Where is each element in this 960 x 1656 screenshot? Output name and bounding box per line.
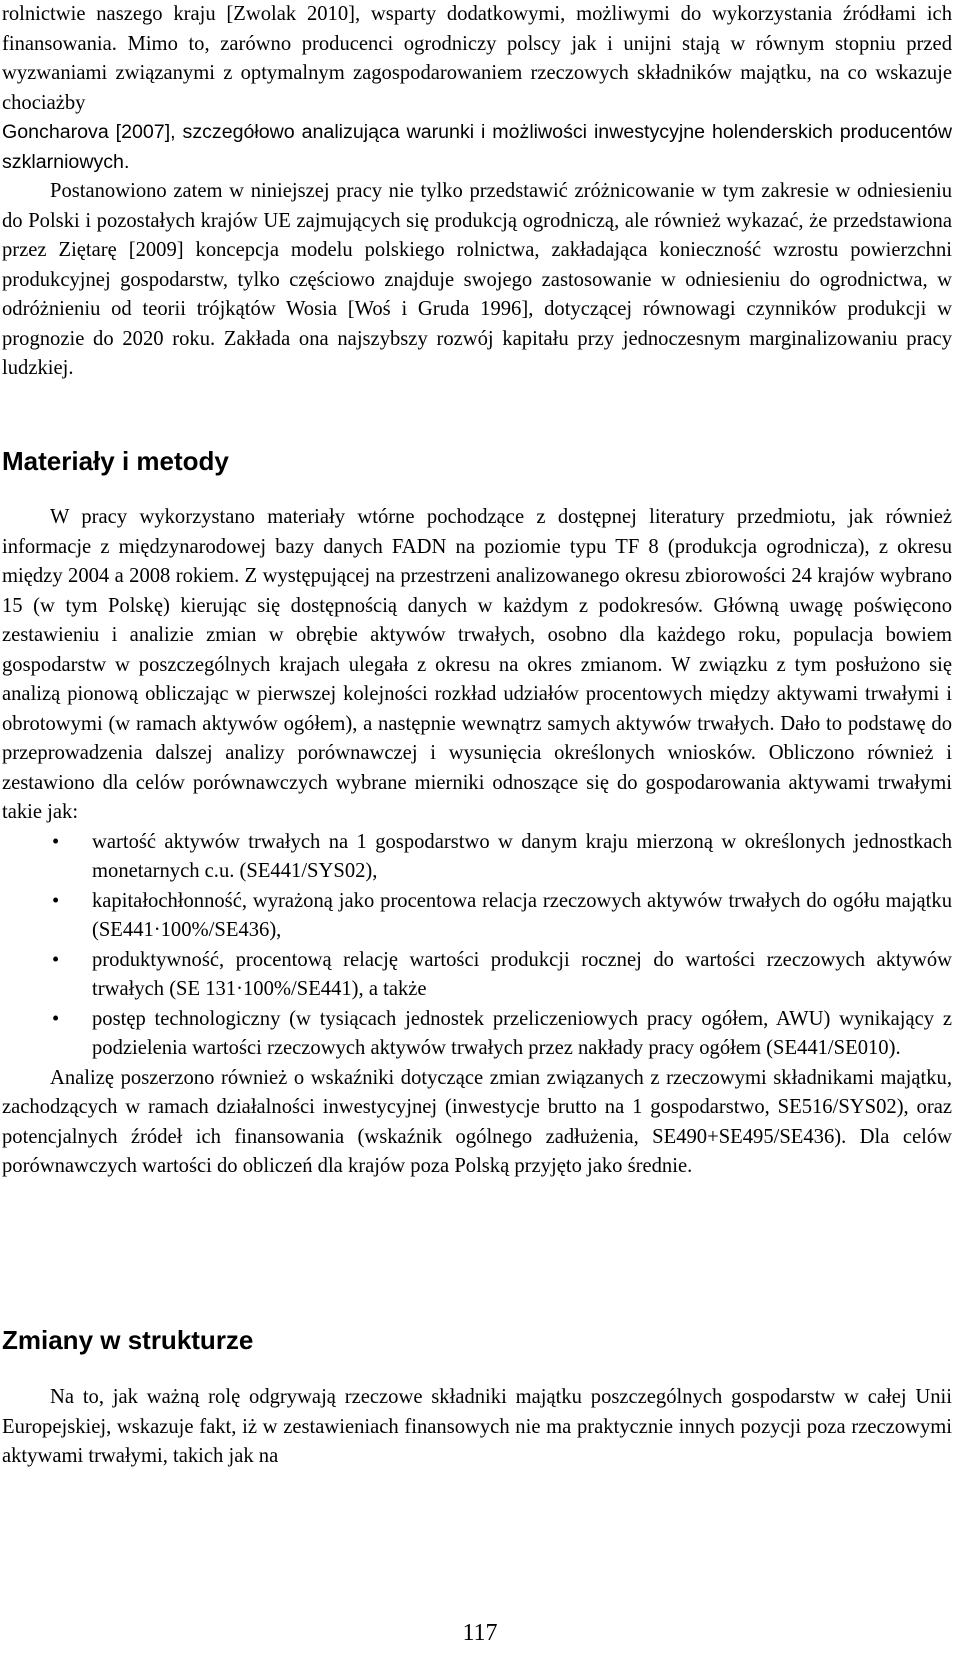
bullet-text: kapitałochłonność, wyrażoną jako procentowa relacja rzeczowych aktywów trwałych do ogółu majątku (SE441·100%/SE436), bbox=[92, 889, 952, 941]
intro-paragraph-1b: Goncharova [2007], szczegółowo analizująca warunki i możliwości inwestycyjne holenderskich producentów szklarniowych. bbox=[2, 121, 952, 173]
intro-block bbox=[2, 0, 952, 384]
methods-block bbox=[2, 503, 952, 1182]
intro-paragraph-2: Postanowiono zatem w niniejszej pracy nie tylko przedstawić zróżnicowanie w tym zakresie w odniesieniu do Polski i pozostałych krajów UE zajmujących się produkcją ogrodniczą, ale również wykazać, że przedstawiona przez Ziętarę [2009] koncepcja modelu polskiego rolnictwa, zakładająca konieczność wzrostu powierzchni produkcyjnej gospodarstw, tylko częściowo znajduje swojego zastosowanie w odniesieniu do ogrodnictwa, w odróżnieniu od teorii trójkątów Wosia [Woś i Gruda 1996], dotyczącej równowagi czynników produkcji w prognozie do 2020 roku. Zakłada ona najszybszy rozwój kapitału przy jednoczesnym marginalizowaniu pracy ludzkiej. bbox=[2, 180, 952, 379]
methods-paragraph-2: Analizę poszerzono również o wskaźniki dotyczące zmian związanych z rzeczowymi składnikami majątku, zachodzących w ramach działalności inwestycyjnej (inwestycje brutto na 1 gospodarstwo, SE516/SYS02), oraz potencjalnych źródeł ich finansowania (wskaźnik ogólnego zadłużenia, SE490+SE495/SE436). Dla celów porównawczych wartości do obliczeń dla krajów poza Polską przyjęto jako średnie. bbox=[2, 1066, 952, 1177]
list-item bbox=[2, 1005, 952, 1064]
bullet-text: produktywność, procentową relację wartości produkcji rocznej do wartości rzeczowych aktywów trwałych (SE 131·100%/SE441), a także bbox=[92, 948, 952, 1000]
list-item bbox=[2, 828, 952, 887]
bullet-icon: • bbox=[52, 830, 60, 853]
bullet-text: wartość aktywów trwałych na 1 gospodarstwo w danym kraju mierzoną w określonych jednostkach monetarnych c.u. (SE441/SYS02), bbox=[92, 830, 952, 882]
intro-paragraph-1a: rolnictwie naszego kraju [Zwolak 2010], wsparty dodatkowymi, możliwymi do wykorzystania źródłami ich finansowania. Mimo to, zarówno producenci ogrodniczy polscy jak i unijni stają w równym stopniu przed wyzwaniami związanymi z optymalnym zagospodarowaniem rzeczowych składników majątku, na co wskazuje chociażby bbox=[2, 3, 952, 114]
structure-paragraph-1: Na to, jak ważną rolę odgrywają rzeczowe składniki majątku poszczególnych gospodarstw w całej Unii Europejskiej, wskazuje fakt, iż w zestawieniach finansowych nie ma praktycznie innych pozycji poza rzeczowymi aktywami trwałymi, takich jak na bbox=[2, 1386, 952, 1467]
section-heading-structure: Zmiany w strukturze bbox=[2, 1325, 254, 1355]
methods-paragraph-1: W pracy wykorzystano materiały wtórne pochodzące z dostępnej literatury przedmiotu, jak również informacje z międzynarodowej bazy danych FADN na poziomie typu TF 8 (produkcja ogrodnicza), z okresu między 2004 a 2008 rokiem. Z występującej na przestrzeni analizowanego okresu zbiorowości 24 krajów wybrano 15 (w tym Polskę) kierując się dostępnością danych w każdym z podokresów. Główną uwagę poświęcono zestawieniu i analizie zmian w obrębie aktywów trwałych, osobno dla każdego roku, populacja bowiem gospodarstw w poszczególnych krajach ulegała z okresu na okres zmianom. W związku z tym posłużono się analizą pionową obliczając w pierwszej kolejności rozkład udziałów procentowych między aktywami trwałymi i obrotowymi (w ramach aktywów ogółem), a następnie wewnątrz samych aktywów trwałych. Dało to podstawę do przeprowadzenia dalszej analizy porównawczej i wysunięcia określonych wniosków. Obliczono również i zestawiono dla celów porównawczych wybrane mierniki odnoszące się do gospodarowania aktywami trwałymi takie jak: bbox=[2, 506, 952, 823]
structure-block bbox=[2, 1383, 952, 1472]
page-number: 117 bbox=[462, 1620, 498, 1646]
bullet-text: postęp technologiczny (w tysiącach jednostek przeliczeniowych pracy ogółem, AWU) wynikający z podzielenia wartości rzeczowych aktywów trwałych przez nakłady pracy ogółem (SE441/SE010). bbox=[92, 1007, 952, 1059]
section-heading-methods: Materiały i metody bbox=[2, 446, 229, 476]
bullet-icon: • bbox=[52, 1007, 60, 1030]
bullet-icon: • bbox=[52, 948, 60, 971]
methods-bullet-list bbox=[2, 828, 952, 1064]
list-item bbox=[2, 887, 952, 946]
list-item bbox=[2, 946, 952, 1005]
bullet-icon: • bbox=[52, 889, 60, 912]
